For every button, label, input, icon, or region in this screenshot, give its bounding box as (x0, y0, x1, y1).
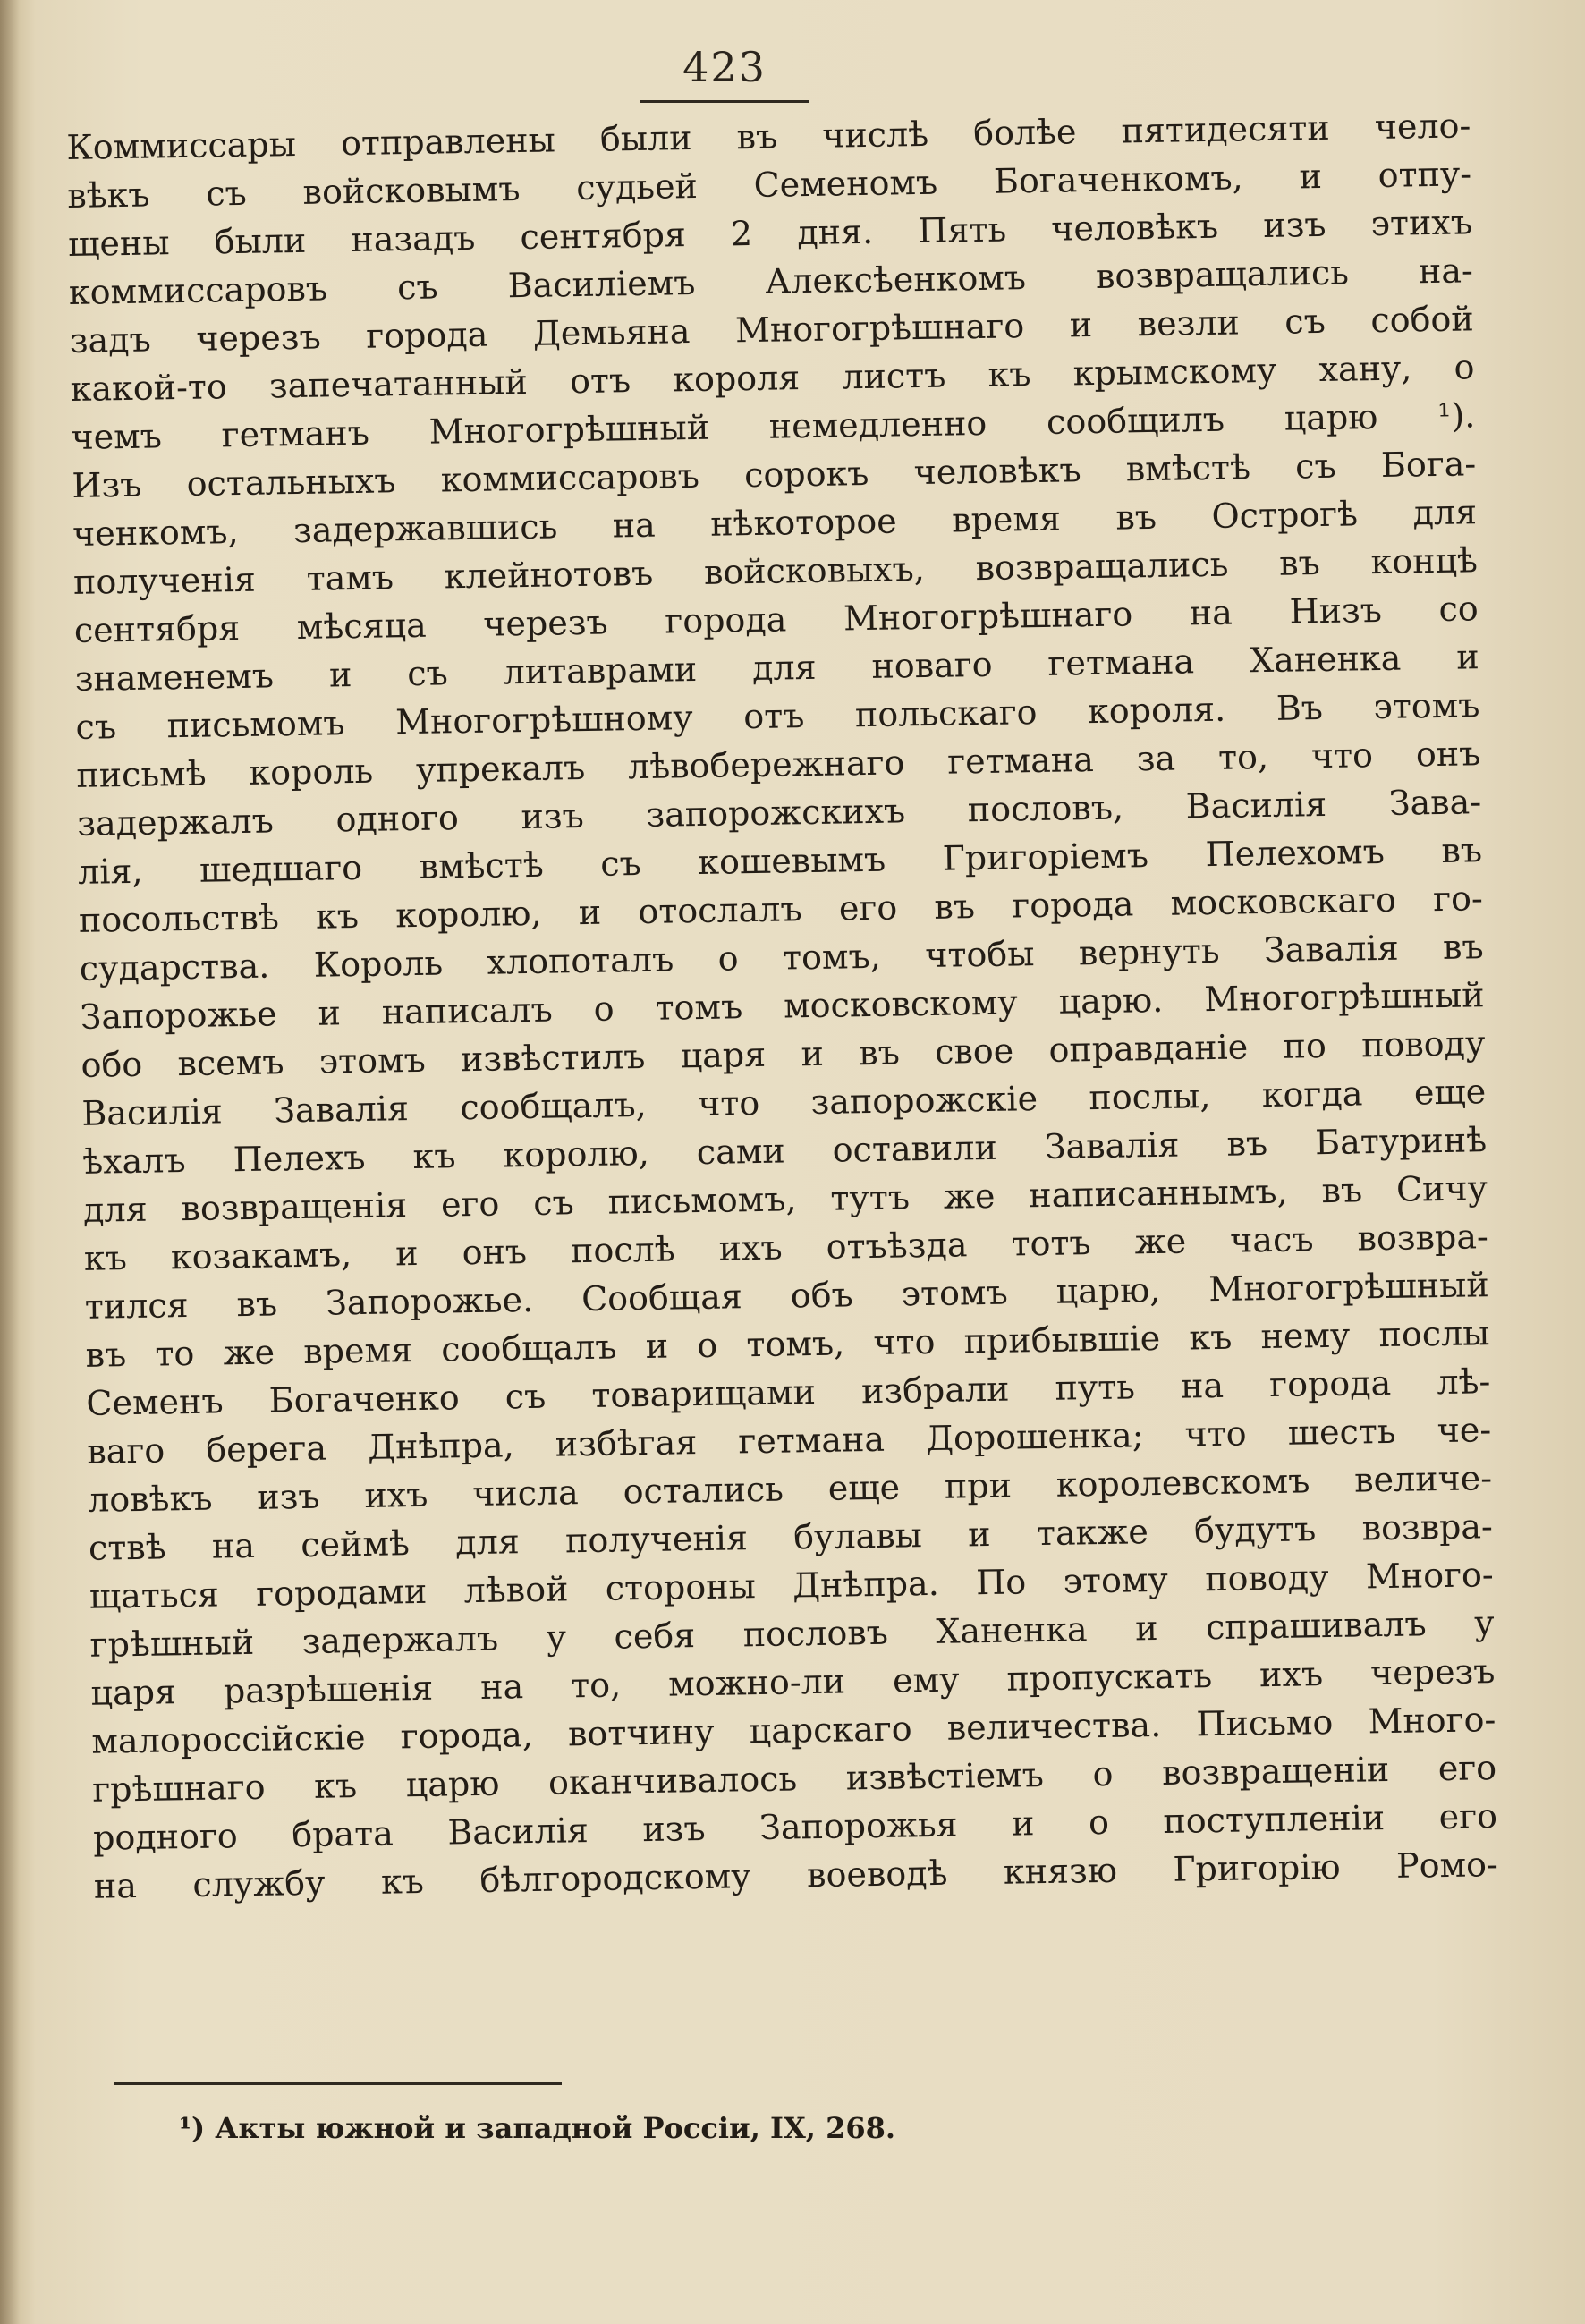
text-line: сентября мѣсяца черезъ города Многогрѣшнаго на Низъ со (73, 589, 1479, 650)
page-number: 423 (682, 43, 767, 91)
text-line: знаменемъ и съ литаврами для новаго гетмана Ханенка и (74, 637, 1479, 699)
text-line: ствѣ на сеймѣ для полученія булавы и также будутъ возвра- (88, 1506, 1494, 1568)
text-line: Семенъ Богаченко съ товарищами избрали путь на города лѣ- (86, 1361, 1491, 1423)
text-line: Изъ остальныхъ коммиссаровъ сорокъ человѣкъ вмѣстѣ съ Бога- (72, 444, 1477, 505)
text-line: къ козакамъ, и онъ послѣ ихъ отъѣзда тотъ же часъ возвра- (83, 1217, 1489, 1278)
text-line: коммиссаровъ съ Василіемъ Алексѣенкомъ возвращались на- (68, 250, 1474, 312)
text-line: грѣшный задержалъ у себя пословъ Ханенка и спрашивалъ у (89, 1603, 1495, 1665)
text-line: для возвращенія его съ письмомъ, тутъ же написаннымъ, въ Сичу (82, 1168, 1488, 1230)
text-line: задержалъ одного изъ запорожскихъ пословъ, Василія Зава- (76, 782, 1482, 844)
text-line: ченкомъ, задержавшись на нѣкоторое время въ Острогѣ для (72, 492, 1478, 554)
text-line: тился въ Запорожье. Сообщая объ этомъ царю, Многогрѣшный (84, 1265, 1489, 1327)
text-line: Запорожье и написалъ о томъ московскому царю. Многогрѣшный (80, 975, 1485, 1037)
text-line: родного брата Василія изъ Запорожья и о поступленіи его (92, 1796, 1498, 1858)
text-line: письмѣ король упрекалъ лѣвобережнаго гетмана за то, что онъ (76, 734, 1481, 795)
text-line: полученія тамъ клейнотовъ войсковыхъ, возвращались въ концѣ (72, 540, 1479, 602)
text-line: щены были назадъ сентября 2 дня. Пять человѣкъ изъ этихъ (67, 202, 1473, 264)
page-edge-shadow (0, 0, 20, 2324)
text-line: на службу къ бѣлгородскому воеводѣ князю Григорію Ромо- (93, 1845, 1499, 1906)
text-line: ѣхалъ Пелехъ къ королю, сами оставили Завалія въ Батуринѣ (81, 1120, 1488, 1182)
text-line: посольствѣ къ королю, и отослалъ его въ города московскаго го- (78, 878, 1484, 940)
text-line: сударства. Король хлопоталъ о томъ, чтобы вернуть Завалія въ (79, 927, 1484, 988)
footnote-rule (114, 2082, 562, 2085)
text-line: Василія Завалія сообщалъ, что запорожскіе послы, когда еще (81, 1072, 1487, 1133)
text-line: малороссійскіе города, вотчину царскаго величества. Письмо Много- (91, 1700, 1496, 1761)
page-number-rule (640, 100, 809, 103)
text-line: въ то же время сообщалъ и о томъ, что прибывшіе къ нему послы (85, 1313, 1490, 1375)
text-line: лія, шедшаго вмѣстѣ съ кошевымъ Григоріемъ Пелехомъ въ (77, 830, 1483, 892)
text-line: ловѣкъ изъ ихъ числа остались еще при королевскомъ величе- (87, 1458, 1493, 1520)
footnote: ¹) Акты южной и западной Россіи, IX, 268. (179, 2111, 895, 2145)
text-line: ваго берега Днѣпра, избѣгая гетмана Дорошенка; что шесть че- (86, 1410, 1492, 1472)
body-text (66, 101, 1498, 1910)
text-line: какой-то запечатанный отъ короля листъ къ крымскому хану, о (70, 347, 1475, 409)
text-line: вѣкъ съ войсковымъ судьей Семеномъ Богаченкомъ, и отпу- (66, 154, 1472, 216)
text-line: Коммиссары отправлены были въ числѣ болѣе пятидесяти чело- (66, 106, 1471, 167)
text-line: грѣшнаго къ царю оканчивалось извѣстіемъ о возвращеніи его (91, 1748, 1497, 1810)
text-line: задъ черезъ города Демьяна Многогрѣшнаго и везли съ собой (69, 299, 1474, 360)
text-line: обо всемъ этомъ извѣстилъ царя и въ свое оправданіе по поводу (81, 1023, 1486, 1085)
text-line: царя разрѣшенія на то, можно-ли ему пропускать ихъ черезъ (90, 1651, 1496, 1713)
text-line: щаться городами лѣвой стороны Днѣпра. По этому поводу Много- (89, 1555, 1495, 1616)
text-line: чемъ гетманъ Многогрѣшный немедленно сообщилъ царю ¹). (71, 395, 1476, 457)
text-line: съ письмомъ Многогрѣшному отъ польскаго короля. Въ этомъ (75, 685, 1480, 747)
